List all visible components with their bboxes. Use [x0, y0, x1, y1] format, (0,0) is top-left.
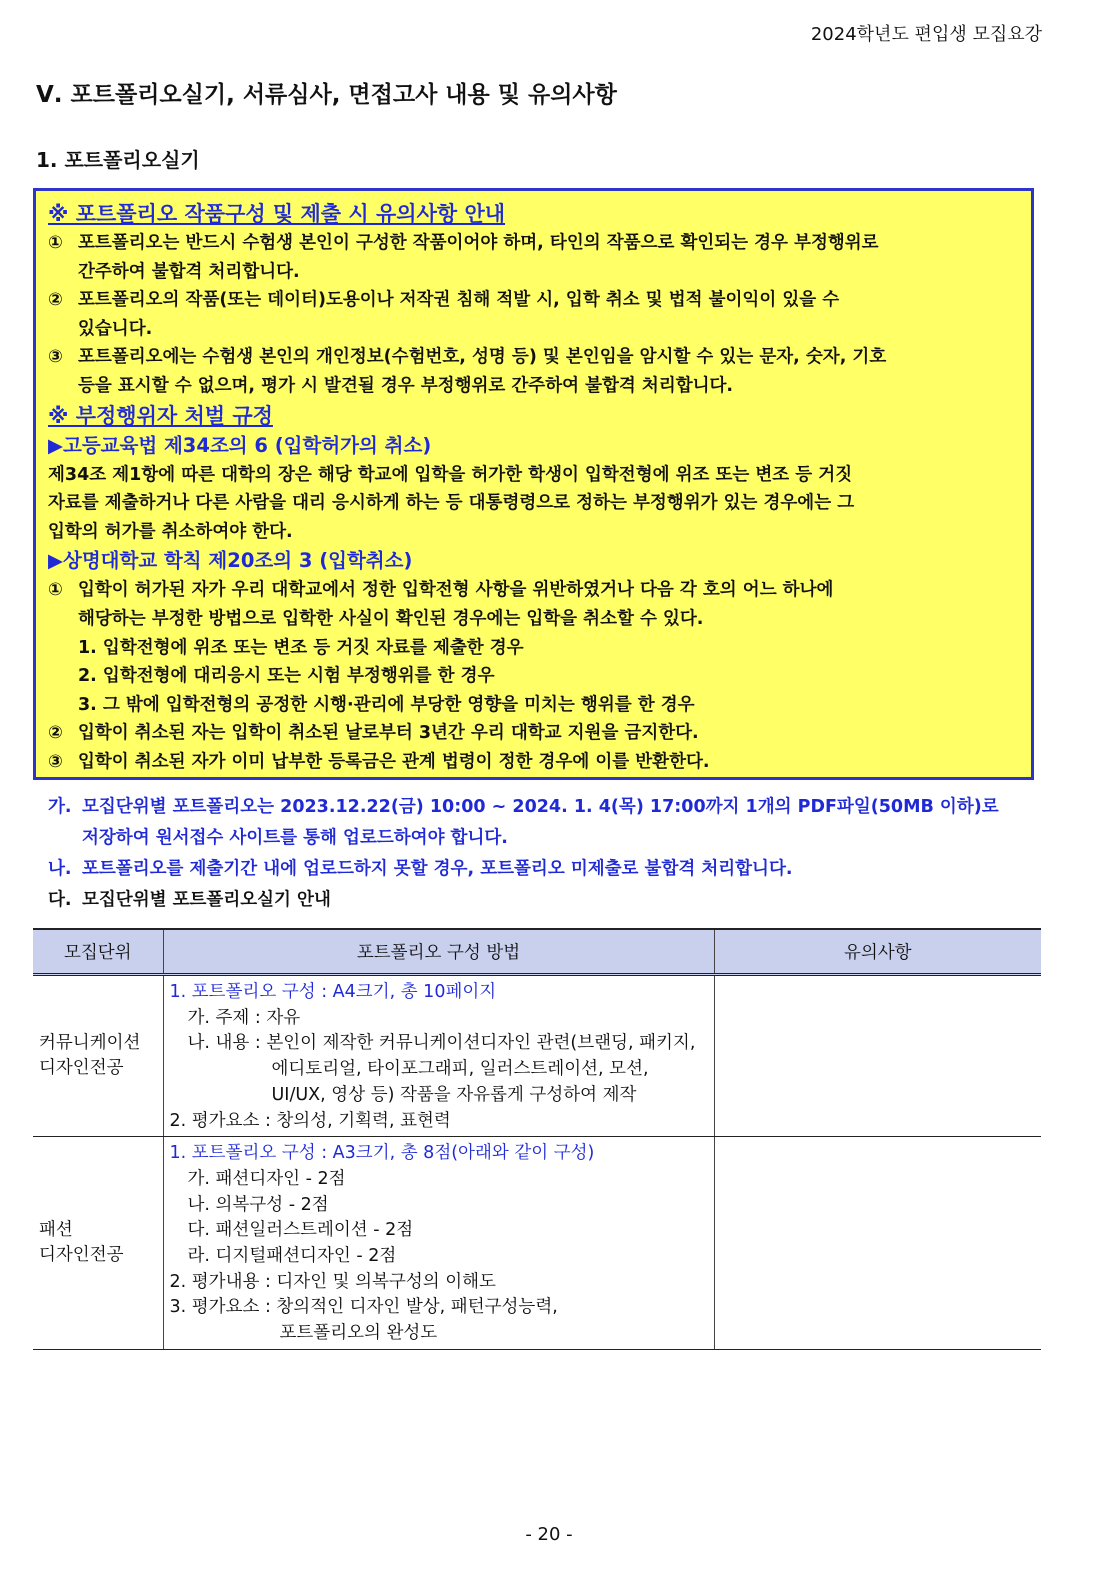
item-marker: 나.: [48, 859, 72, 879]
item-text: 입학이 취소된 자가 이미 납부한 등록금은 관계 법령이 정한 경우에 이를 반환한다.: [78, 751, 710, 772]
column-header-notes: 유의사항: [714, 929, 1041, 975]
unit-cell: [33, 975, 163, 1137]
item-text: 입학이 허가된 자가 우리 대학교에서 정한 입학전형 사항을 위반하였거나 다음 각 호의 어느 하나에: [78, 580, 834, 601]
method-line: 라. 디지털패션디자인 - 2점: [187, 1246, 397, 1267]
method-line: 나. 의복구성 - 2점: [187, 1194, 329, 1215]
method-cell: [163, 1137, 714, 1350]
law-title-higher-education-act: ▶고등교육법 제34조의 6 (입학허가의 취소): [48, 433, 432, 457]
method-line: 포트폴리오의 완성도: [279, 1323, 438, 1344]
notice-item: [48, 229, 1018, 258]
instruction-item-ga-continued: [48, 823, 1048, 854]
law-subitem: 3. 그 밖에 입학전형의 공정한 시행·관리에 부당한 영향을 미치는 행위를 한 경우: [78, 694, 695, 715]
page-number: - 20 -: [525, 1524, 573, 1545]
item-text-continued: 저장하여 원서접수 사이트를 통해 업로드하여야 합니다.: [82, 828, 508, 848]
notice-heading-submission: ※ 포트폴리오 작품구성 및 제출 시 유의사항 안내: [48, 202, 506, 226]
item-marker: ①: [48, 233, 63, 253]
notes-cell: [714, 1137, 1041, 1350]
instruction-item-na: [48, 854, 1048, 885]
law-item: [48, 748, 1018, 777]
portfolio-table: [33, 928, 1041, 1350]
item-marker: ③: [48, 751, 63, 772]
law-item: [48, 576, 1018, 605]
item-text: 포트폴리오를 제출기간 내에 업로드하지 못할 경우, 포트폴리오 미제출로 불합격 처리합니다.: [82, 859, 793, 879]
instructions: [48, 792, 1048, 916]
method-line: 3. 평가요소 : 창의적인 디자인 발상, 패턴구성능력,: [169, 1297, 558, 1318]
notice-item: [48, 286, 1018, 315]
method-line: 가. 패션디자인 - 2점: [187, 1168, 346, 1189]
column-header-method: 포트폴리오 구성 방법: [163, 929, 714, 975]
item-marker: ②: [48, 723, 63, 744]
law-text: 입학의 허가를 취소하여야 한다.: [48, 521, 293, 542]
table-header-row: [33, 929, 1041, 975]
method-line: 1. 포트폴리오 구성 : A4크기, 총 10페이지: [169, 982, 497, 1002]
item-text-continued: 해당하는 부정한 방법으로 입학한 사실이 확인된 경우에는 입학을 취소할 수 있다.: [78, 608, 704, 629]
item-marker: ②: [48, 290, 63, 311]
instruction-item-da: [48, 885, 1048, 916]
unit-name: 디자인전공: [39, 1245, 124, 1266]
item-text: 입학이 취소된 자는 입학이 취소된 날로부터 3년간 우리 대학교 지원을 금지한다.: [78, 723, 699, 744]
method-cell: [163, 975, 714, 1137]
item-marker: 가.: [48, 797, 72, 817]
table-row: [33, 975, 1041, 1137]
item-marker: ①: [48, 580, 63, 601]
table-row: [33, 1137, 1041, 1350]
law-item: [48, 719, 1018, 748]
subsection-title: 1. 포트폴리오실기: [36, 148, 200, 172]
item-text: 포트폴리오의 작품(또는 데이터)도용이나 저작권 침해 적발 시, 입학 취소 및 법적 불이익이 있을 수: [78, 290, 840, 311]
notice-heading-penalty: ※ 부정행위자 처벌 규정: [48, 403, 273, 428]
law-subitem: 2. 입학전형에 대리응시 또는 시험 부정행위를 한 경우: [78, 666, 495, 687]
method-line: 에디토리얼, 타이포그래피, 일러스트레이션, 모션,: [271, 1059, 649, 1080]
document-header: 2024학년도 편입생 모집요강: [810, 24, 1042, 45]
law-text: 제34조 제1항에 따른 대학의 장은 해당 학교에 입학을 허가한 학생이 입학전형에 위조 또는 변조 등 거짓: [48, 464, 853, 485]
method-line: 2. 평가내용 : 디자인 및 의복구성의 이해도: [169, 1271, 496, 1292]
item-text: 모집단위별 포트폴리오는 2023.12.22(금) 10:00 ~ 2024. 1. 4(목) 17:00까지 1개의 PDF파일(50MB 이하)로: [82, 797, 999, 817]
item-text: 모집단위별 포트폴리오실기 안내: [82, 890, 331, 910]
notes-cell: [714, 975, 1041, 1137]
item-text-continued: 간주하여 불합격 처리합니다.: [78, 261, 300, 282]
law-subitem: 1. 입학전형에 위조 또는 변조 등 거짓 자료를 제출한 경우: [78, 637, 524, 658]
method-line: 나. 내용 : 본인이 제작한 커뮤니케이션디자인 관련(브랜딩, 패키지,: [187, 1033, 696, 1054]
unit-name: 커뮤니케이션: [39, 1033, 141, 1054]
method-line: 다. 패션일러스트레이션 - 2점: [187, 1220, 414, 1241]
item-marker: 다.: [48, 890, 72, 910]
item-text-continued: 등을 표시할 수 없으며, 평가 시 발견될 경우 부정행위로 간주하여 불합격 처리합니다.: [78, 375, 734, 396]
law-text: 자료를 제출하거나 다른 사람을 대리 응시하게 하는 등 대통령령으로 정하는 부정행위가 있는 경우에는 그: [48, 493, 855, 514]
law-title-school-regulation: ▶상명대학교 학칙 제20조의 3 (입학취소): [48, 549, 413, 573]
method-line: 가. 주제 : 자유: [187, 1007, 301, 1028]
item-text: 포트폴리오에는 수험생 본인의 개인정보(수험번호, 성명 등) 및 본인임을 암시할 수 있는 문자, 숫자, 기호: [78, 347, 887, 368]
notice-box: [33, 188, 1034, 780]
section-title: Ⅴ. 포트폴리오실기, 서류심사, 면접고사 내용 및 유의사항: [36, 82, 617, 108]
item-text-continued: 있습니다.: [78, 318, 153, 339]
item-text: 포트폴리오는 반드시 수험생 본인이 구성한 작품이어야 하며, 타인의 작품으로 확인되는 경우 부정행위로: [78, 233, 879, 253]
method-line: UI/UX, 영상 등) 작품을 자유롭게 구성하여 제작: [271, 1084, 637, 1105]
notice-item: [48, 343, 1018, 372]
unit-name: 패션: [39, 1220, 73, 1241]
unit-cell: [33, 1137, 163, 1350]
column-header-unit: 모집단위: [33, 929, 163, 975]
item-marker: ③: [48, 347, 63, 368]
unit-name: 디자인전공: [39, 1058, 124, 1079]
method-line: 2. 평가요소 : 창의성, 기획력, 표현력: [169, 1110, 451, 1131]
method-line: 1. 포트폴리오 구성 : A3크기, 총 8점(아래와 같이 구성): [169, 1143, 595, 1164]
instruction-item-ga: [48, 792, 1048, 823]
